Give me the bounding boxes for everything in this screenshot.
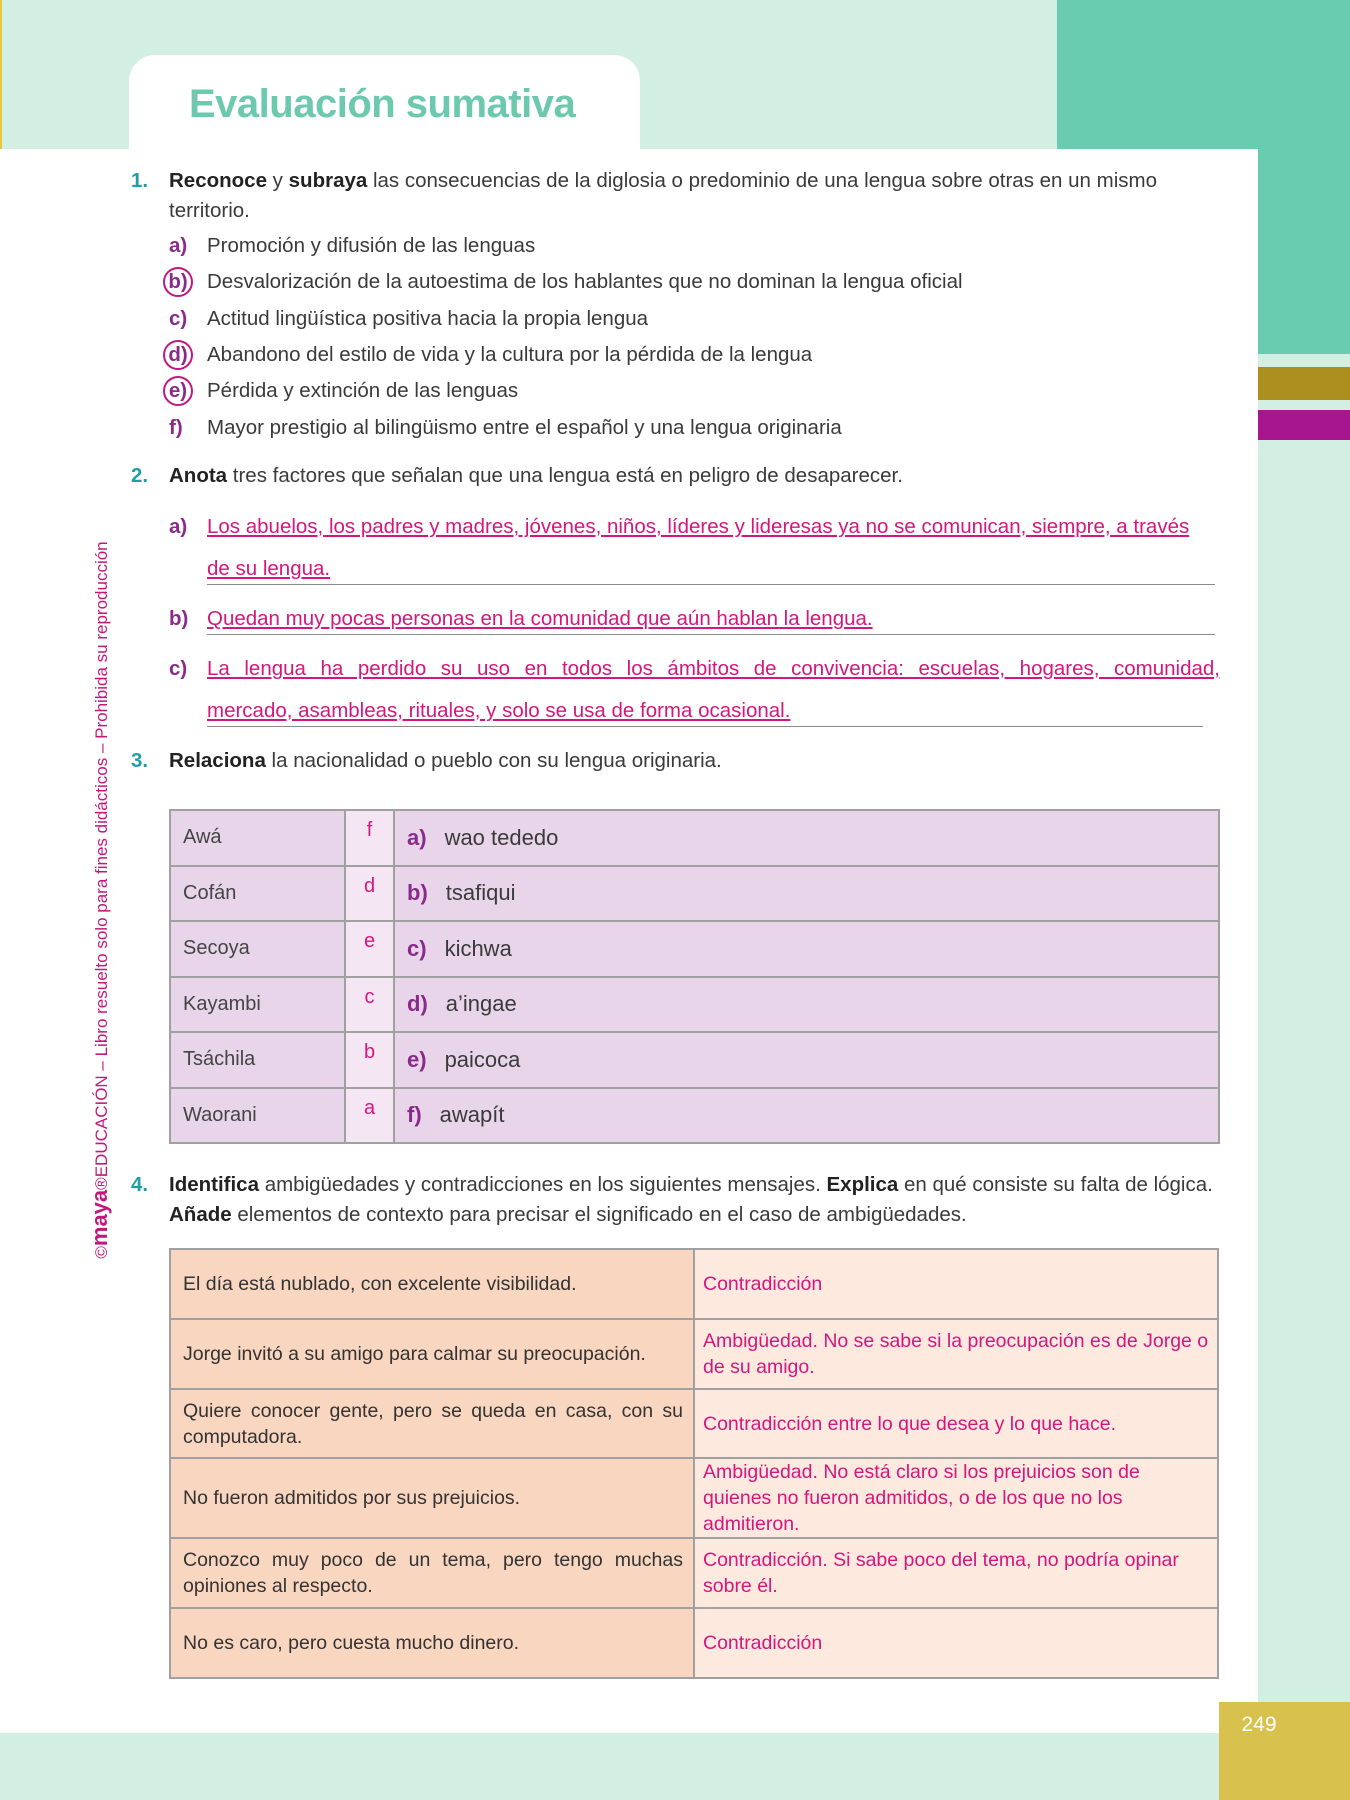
- table-row: [170, 866, 1219, 922]
- answer-cell[interactable]: Ambigüedad. No se sabe si la preocupación es de Jorge o de su amigo.: [694, 1319, 1218, 1389]
- question-number: 1.: [131, 169, 149, 192]
- option-text: Abandono del estilo de vida y la cultura por la pérdida de la lengua: [207, 343, 813, 366]
- question-text: Relaciona la nacionalidad o pueblo con su lengua originaria.: [169, 749, 722, 772]
- answer-cell[interactable]: a: [345, 1088, 394, 1144]
- table-row: [170, 1088, 1219, 1144]
- option-letter: f): [169, 416, 183, 439]
- table-row: [170, 1319, 1218, 1389]
- people-cell: Awá: [170, 810, 345, 866]
- question-1: [131, 166, 1226, 226]
- table-row: [170, 921, 1219, 977]
- question-number: 4.: [131, 1173, 149, 1196]
- table-row: [170, 1608, 1218, 1678]
- answer-letter: c): [169, 657, 188, 680]
- answer-cell[interactable]: Contradicción entre lo que desea y lo que hace.: [694, 1389, 1218, 1458]
- ambiguity-table: [169, 1248, 1219, 1679]
- matching-table: [169, 809, 1220, 1144]
- people-cell: Waorani: [170, 1088, 345, 1144]
- language-letter: e): [407, 1046, 427, 1072]
- question-text: Identifica ambigüedades y contradicciones en los siguientes mensajes. Explica en qué consiste su falta de lógica. Añade elementos de contexto para precisar el significado en el caso de ambigüedades.: [169, 1173, 1213, 1226]
- language-name: awapít: [439, 1102, 505, 1128]
- option-text: Actitud lingüística positiva hacia la propia lengua: [207, 307, 649, 330]
- language-letter: d): [407, 991, 428, 1017]
- table-row: [170, 810, 1219, 866]
- question-3: [131, 746, 1226, 776]
- option-text: Promoción y difusión de las lenguas: [207, 234, 536, 257]
- option-letter: c): [169, 307, 188, 330]
- answer-b[interactable]: [169, 604, 1220, 638]
- language-letter: c): [407, 935, 427, 961]
- answer-cell[interactable]: Ambigüedad. No está claro si los prejuicios son de quienes no fueron admitidos, o de los que no los admitieron.: [694, 1458, 1218, 1538]
- table-row: [170, 1389, 1218, 1458]
- language-letter: b): [407, 880, 428, 906]
- people-cell: Secoya: [170, 921, 345, 977]
- message-cell: No fueron admitidos por sus prejuicios.: [170, 1458, 694, 1538]
- language-letter: a): [407, 824, 427, 850]
- option-f[interactable]: [169, 413, 842, 443]
- table-row: [170, 1538, 1218, 1608]
- answer-cell[interactable]: b: [345, 1032, 394, 1088]
- people-cell: Kayambi: [170, 977, 345, 1033]
- left-edge-line: [0, 0, 2, 150]
- question-2: [131, 461, 1226, 491]
- question-number: 3.: [131, 749, 149, 772]
- option-a[interactable]: [169, 231, 535, 261]
- answer-line: Los abuelos, los padres y madres, jóvenes, niños, líderes y lideresas ya no se comunican, siempre, a través: [207, 515, 1190, 538]
- option-d[interactable]: [169, 340, 812, 370]
- question-4: [131, 1170, 1226, 1230]
- answer-cell[interactable]: d: [345, 866, 394, 922]
- language-name: wao tededo: [444, 824, 559, 850]
- option-e[interactable]: [169, 376, 518, 406]
- decor-magenta-strip: [1258, 410, 1350, 440]
- question-text: Reconoce y subraya las consecuencias de la diglosia o predominio de una lengua sobre otras en un mismo territorio.: [169, 169, 1158, 222]
- copyright-notice: [87, 541, 113, 1258]
- message-cell: El día está nublado, con excelente visibilidad.: [170, 1249, 694, 1319]
- language-cell: [394, 977, 1219, 1033]
- question-text: Anota tres factores que señalan que una lengua está en peligro de desaparecer.: [169, 464, 903, 487]
- decor-teal-strip: [1258, 149, 1350, 354]
- table-row: [170, 1249, 1218, 1319]
- option-letter-circled: b): [163, 267, 193, 297]
- answer-c[interactable]: [169, 654, 1220, 744]
- notice-text: ®EDUCACIÓN – Libro resuelto solo para fines didácticos – Prohibida su reproducción: [92, 541, 111, 1190]
- table-row: [170, 977, 1219, 1033]
- brand-logo: maya: [87, 1189, 112, 1247]
- decor-olive-strip: [1258, 367, 1350, 400]
- table-row: [170, 1032, 1219, 1088]
- answer-line: Quedan muy pocas personas en la comunidad que aún hablan la lengua.: [207, 604, 1215, 635]
- answer-line: de su lengua.: [207, 554, 1215, 585]
- message-cell: Quiere conocer gente, pero se queda en casa, con su computadora.: [170, 1389, 694, 1458]
- answer-line: La lengua ha perdido su uso en todos los ámbitos de convivencia: escuelas, hogares, comunidad,: [207, 657, 1220, 680]
- language-letter: f): [407, 1102, 422, 1128]
- option-letter: a): [169, 234, 188, 257]
- language-name: kichwa: [444, 935, 512, 961]
- option-letter-circled: d): [163, 340, 193, 370]
- answer-letter: a): [169, 515, 188, 538]
- language-cell: [394, 810, 1219, 866]
- table-row: [170, 1458, 1218, 1538]
- decor-teal-block: [1057, 0, 1350, 149]
- language-cell: [394, 866, 1219, 922]
- option-text: Desvalorización de la autoestima de los hablantes que no dominan la lengua oficial: [207, 270, 963, 293]
- page-number: 249: [1241, 1713, 1277, 1736]
- language-name: tsafiqui: [445, 880, 516, 906]
- people-cell: Cofán: [170, 866, 345, 922]
- language-cell: [394, 921, 1219, 977]
- people-cell: Tsáchila: [170, 1032, 345, 1088]
- question-number: 2.: [131, 464, 149, 487]
- answer-line: mercado, asambleas, rituales, y solo se usa de forma ocasional.: [207, 696, 1203, 727]
- answer-cell[interactable]: Contradicción: [694, 1249, 1218, 1319]
- page-title: Evaluación sumativa: [189, 82, 576, 126]
- answer-cell[interactable]: e: [345, 921, 394, 977]
- language-cell: [394, 1032, 1219, 1088]
- message-cell: Conozco muy poco de un tema, pero tengo muchas opiniones al respecto.: [170, 1538, 694, 1608]
- language-name: a’ingae: [445, 991, 517, 1017]
- language-name: paicoca: [444, 1046, 521, 1072]
- answer-cell[interactable]: Contradicción. Si sabe poco del tema, no podría opinar sobre él.: [694, 1538, 1218, 1608]
- message-cell: Jorge invitó a su amigo para calmar su preocupación.: [170, 1319, 694, 1389]
- option-c[interactable]: [169, 304, 648, 334]
- option-letter-circled: e): [163, 376, 193, 406]
- language-cell: [394, 1088, 1219, 1144]
- answer-a[interactable]: [169, 512, 1220, 602]
- copyright-symbol: ©: [92, 1246, 111, 1259]
- answer-cell[interactable]: Contradicción: [694, 1608, 1218, 1678]
- option-text: Mayor prestigio al bilingüismo entre el español y una lengua originaria: [207, 416, 842, 439]
- option-text: Pérdida y extinción de las lenguas: [207, 379, 519, 402]
- answer-letter: b): [169, 607, 189, 630]
- message-cell: No es caro, pero cuesta mucho dinero.: [170, 1608, 694, 1678]
- answer-cell[interactable]: c: [345, 977, 394, 1033]
- option-b[interactable]: [169, 267, 963, 297]
- answer-cell[interactable]: f: [345, 810, 394, 866]
